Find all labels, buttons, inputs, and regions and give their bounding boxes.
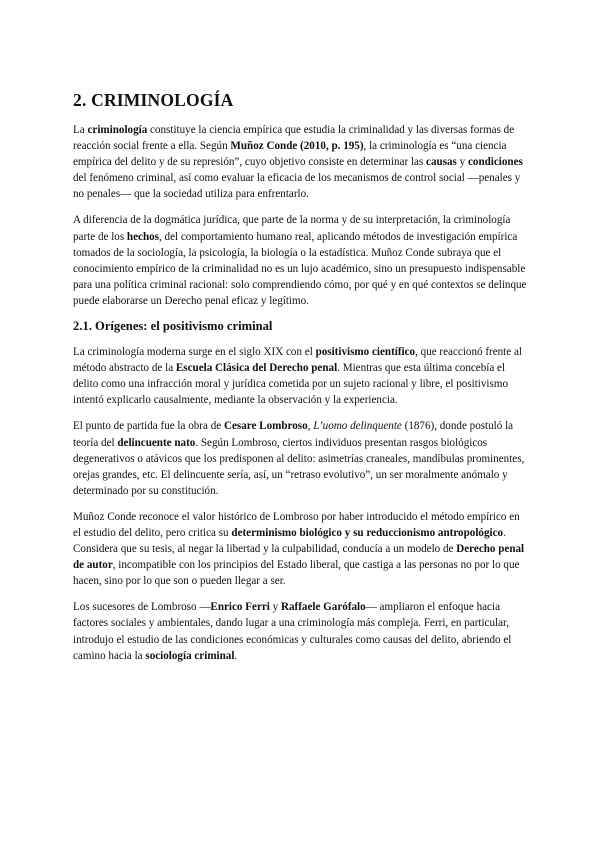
bold-term: Raffaele Garófalo [280, 601, 366, 614]
text: , incompatible con los principios del Estado liberal, que castiga a las personas no por lo que hacen, sino por lo que son o pueden llegar a ser. [73, 559, 520, 588]
subsection-heading: 2.1. Orígenes: el positivismo criminal [73, 319, 273, 334]
book-title: L’uomo delinquente [313, 420, 402, 433]
text: Muñoz Conde reconoce el valor histórico de Lombroso por haber introducido el método empírico en el estudio del delito, pero critica su [73, 510, 520, 539]
text: y [269, 601, 281, 614]
text: Los sucesores de Lombroso — [73, 601, 211, 614]
text: del fenómeno criminal, así como evaluar la eficacia de los mecanismos de control social —penales y no penales— que la sociedad utiliza para enfrentarlo. [73, 172, 521, 201]
bold-term: Escuela Clásica del Derecho penal [175, 362, 338, 375]
paragraph-successors [73, 599, 530, 663]
text: La [73, 124, 88, 136]
paragraph-lombroso [73, 418, 530, 498]
text: y [456, 156, 468, 169]
bold-term: Cesare Lombroso [223, 420, 308, 433]
paragraph-positivism [73, 344, 530, 408]
bold-term: positivismo científico [315, 346, 416, 359]
paragraph-method [73, 212, 530, 309]
bold-term: Enrico Ferri [210, 601, 270, 614]
text: , [307, 420, 314, 433]
bold-term: hechos [126, 230, 159, 243]
text: La criminología moderna surge en el siglo XIX con el [73, 346, 316, 359]
page-content [73, 90, 530, 674]
text: . Considera que su tesis, al negar la libertad y la culpabilidad, conducía a un modelo de [73, 526, 506, 556]
text: , que reaccionó frente al método abstracto de la [73, 346, 522, 375]
text: — ampliaron el enfoque hacia factores sociales y ambientales, dando lugar a una criminología más compleja. Ferri, en particular, introdujo el estudio de las condiciones económicas y culturales como causas del delito, abriendo el camino hacia la [73, 601, 512, 662]
bold-term: condiciones [467, 156, 523, 169]
citation: Muñoz Conde (2010, p. 195) [230, 140, 364, 153]
bold-term: Derecho penal de autor [73, 543, 525, 572]
bold-term: delincuente nato [117, 436, 196, 449]
text: . [234, 649, 238, 662]
text: (1876), donde postuló la teoría del [73, 420, 514, 449]
bold-term: criminología [87, 124, 148, 136]
bold-term: causas [426, 156, 457, 169]
text: constituye la ciencia empírica que estudia la criminalidad y las diversas formas de reacción social frente a ella. Según [73, 124, 515, 153]
text: El punto de partida fue la obra de [73, 420, 224, 433]
text: . Mientras que esta última concebía el delito como una infracción moral y jurídica cometida por un sujeto racional y libre, el positivismo intentó explicarlo causalmente, mediante la observación y la experiencia. [73, 362, 509, 407]
bold-term: sociología criminal [145, 649, 235, 662]
section-heading: 2. CRIMINOLOGÍA [73, 90, 234, 110]
bold-term: determinismo biológico y su reduccionismo antropológico [231, 526, 504, 539]
text: . Según Lombroso, ciertos individuos presentan rasgos biológicos degenerativos o atávicos que los predisponen al delito: asimetrías craneales, mandíbulas prominentes, orejas grandes, etc. El delincuente sería, así, un “retraso evolutivo”, un ser moralmente anómalo y determinado por su constitución. [73, 436, 525, 497]
text: A diferencia de la dogmática jurídica, que parte de la norma y de su interpretación, la criminología parte de los [73, 214, 511, 243]
text: , la criminología es “una ciencia empírica del delito y de su represión”, cuyo objetivo consiste en determinar las [73, 140, 507, 169]
text: , del comportamiento humano real, aplicando métodos de investigación empírica tomados de la sociología, la psicología, la biología o la estadística. Muñoz Conde subraya que el conocimiento empírico de la criminalidad no es un lujo académico, sino un presupuesto indispensable para una política criminal racional: solo comprendiendo cómo, por qué y en qué contextos se delinque puede elaborarse un Derecho penal eficaz y legítimo. [73, 230, 527, 307]
paragraph-definition [73, 122, 530, 202]
paragraph-critique [73, 509, 530, 589]
